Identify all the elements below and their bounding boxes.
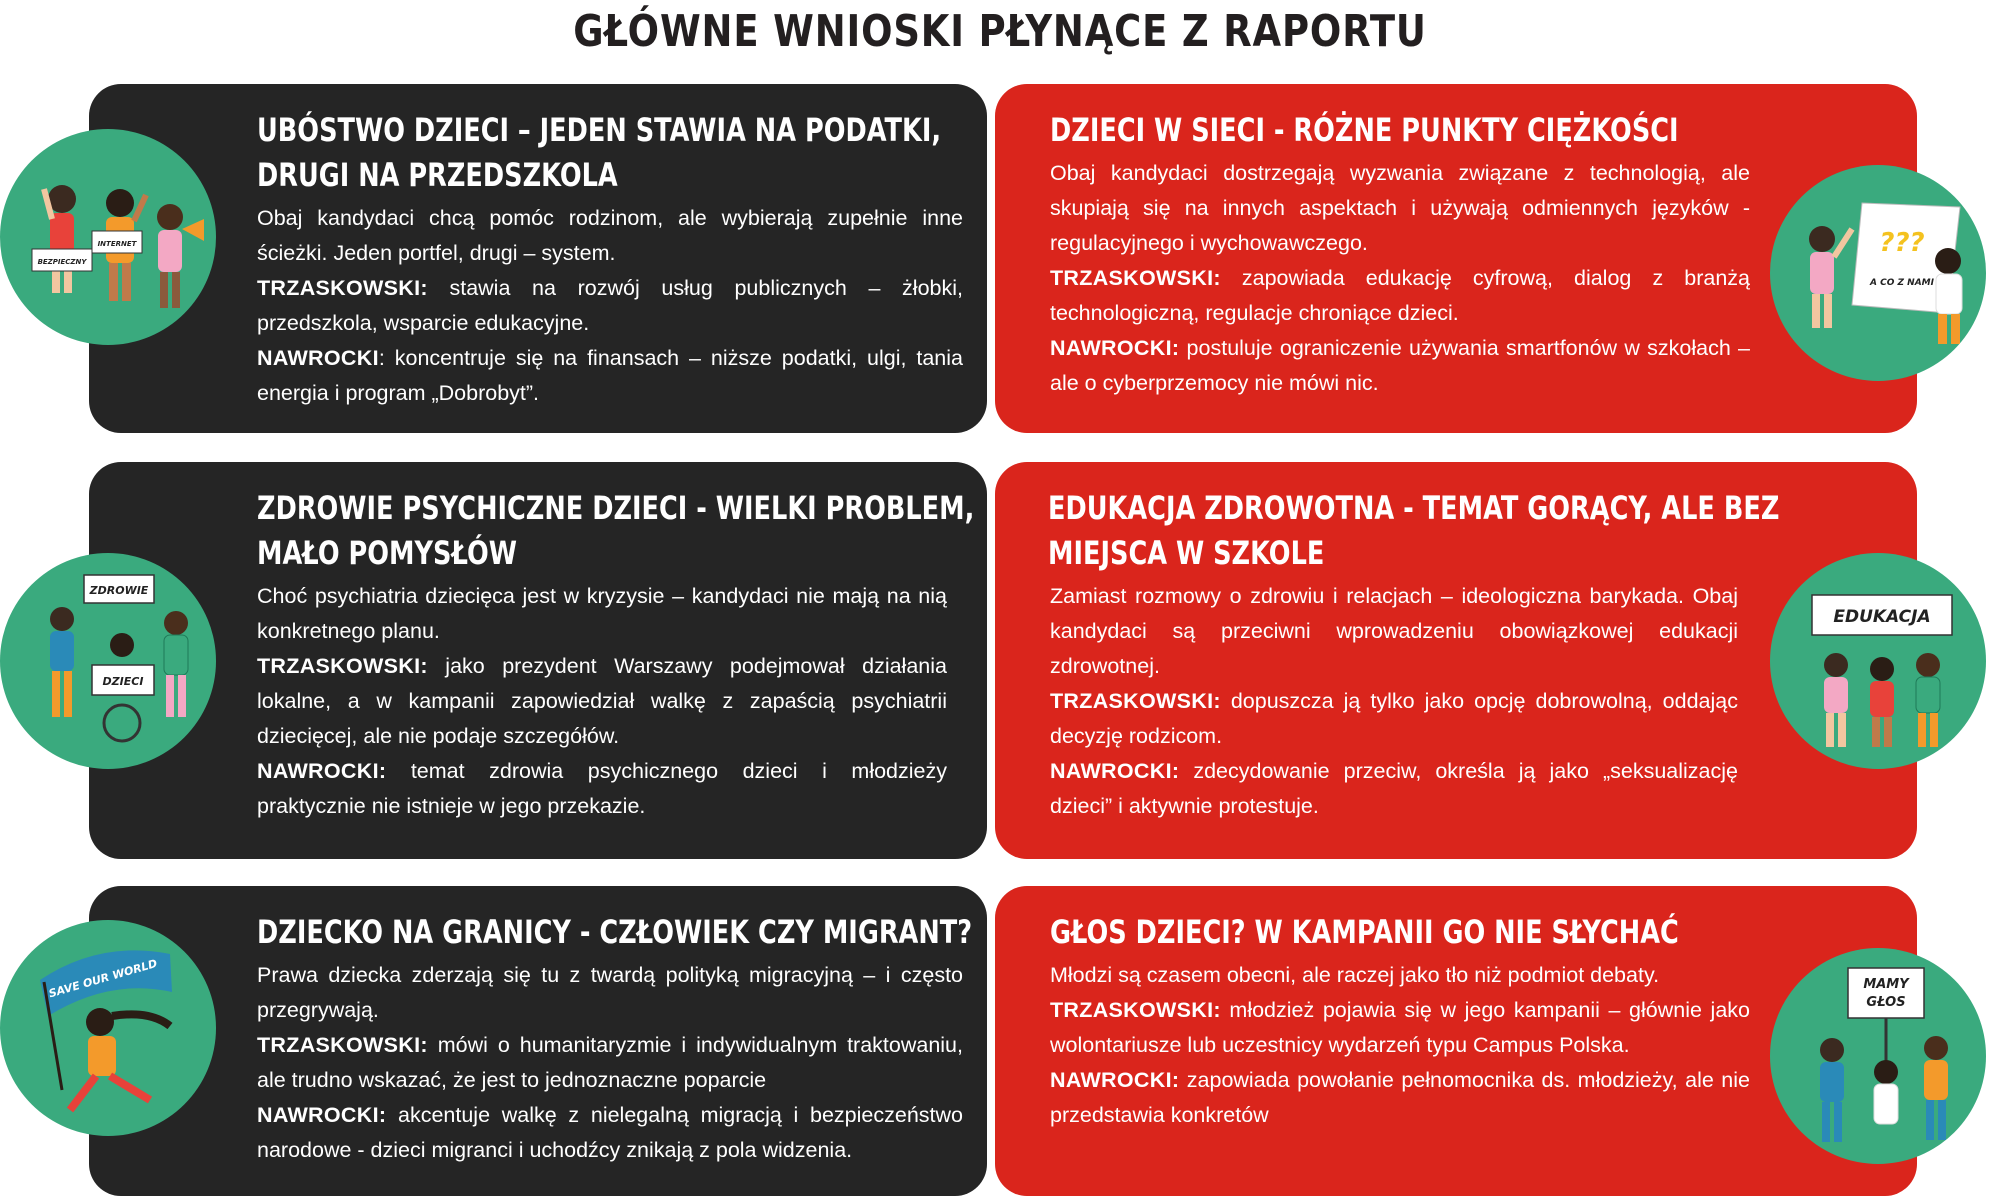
card-body (257, 579, 947, 824)
voice-sign-icon (1770, 948, 1986, 1164)
card-intro: Prawa dziecka zderzają się tu z twardą polityką migracyjną – i często przegrywają. (257, 963, 963, 1022)
card-heading: ZDROWIE PSYCHICZNE DZIECI - WIELKI PROBLEM, MAŁO POMYSŁÓW (257, 489, 975, 572)
sign-text: A CO Z NAMI (1870, 278, 1934, 288)
card-intro: Obaj kandydaci chcą pomóc rodzinom, ale wybierają zupełnie inne ścieżki. Jeden portfel, drugi – system. (257, 206, 963, 265)
card-heading: GŁOS DZIECI? W KAMPANII GO NIE SŁYCHAĆ (1050, 913, 1679, 951)
card-intro: Obaj kandydaci dostrzegają wyzwania związane z technologią, ale skupiają się na innych aspektach i używają odmiennych języków - regulacyjnego i wychowawczego. (1050, 161, 1750, 255)
trzaskowski-text: mówi o humanitaryzmie i indywidualnym traktowaniu, ale trudno wskazać, że jest to jednoznaczne poparcie (257, 1033, 963, 1092)
nawrocki-label: NAWROCKI: (1050, 1068, 1180, 1092)
trzaskowski-text: młodzież pojawia się w jego kampanii – głównie jako wolontariusze lub uczestnicy wydarzeń typu Campus Polska. (1050, 998, 1750, 1057)
question-sign-icon (1770, 165, 1986, 381)
card-intro: Młodzi są czasem obecni, ale raczej jako tło niż podmiot debaty. (1050, 963, 1660, 987)
card-child-at-border (89, 886, 987, 1196)
sign-text: BEZPIECZNY (37, 258, 87, 266)
card-intro: Zamiast rozmowy o zdrowiu i relacjach – ideologiczna barykada. Obaj kandydaci są przeciwni wprowadzeniu obowiązkowej edukacji zdrowotnej. (1050, 584, 1738, 678)
nawrocki-text: postuluje ograniczenie używania smartfonów w szkołach – ale o cyberprzemocy nie mówi nic. (1050, 336, 1750, 395)
nawrocki-text: zdecydowanie przeciw, określa ją jako „seksualizację dzieci” i aktywnie protestuje. (1050, 759, 1738, 818)
trzaskowski-label: TRZASKOWSKI: (257, 276, 428, 300)
nawrocki-text: akcentuje walkę z nielegalną migracją i bezpieczeństwo narodowe - dzieci migranci i uchodźcy znikają z pola widzenia. (257, 1103, 963, 1162)
card-heading: DZIECKO NA GRANICY - CZŁOWIEK CZY MIGRANT? (257, 913, 973, 951)
nawrocki-text: : koncentruje się na finansach – niższe podatki, ulgi, tania energia i program „Dobrobyt”. (257, 346, 963, 405)
sign-text: MAMY (1863, 977, 1909, 992)
trzaskowski-label: TRZASKOWSKI: (1050, 266, 1221, 290)
card-heading: DZIECI W SIECI - RÓŻNE PUNKTY CIĘŻKOŚCI (1050, 111, 1679, 149)
trzaskowski-label: TRZASKOWSKI: (257, 1033, 428, 1057)
sign-text: ZDROWIE (89, 584, 149, 597)
card-intro: Choć psychiatria dziecięca jest w kryzysie – kandydaci nie mają na nią konkretnego planu. (257, 584, 947, 643)
trzaskowski-label: TRZASKOWSKI: (257, 654, 428, 678)
nawrocki-label: NAWROCKI: (257, 759, 387, 783)
sign-text: INTERNET (97, 240, 137, 248)
health-sign-icon (0, 553, 216, 769)
nawrocki-text: temat zdrowia psychicznego dzieci i młodzieży praktycznie nie istnieje w jego przekazie. (257, 759, 947, 818)
card-heading: EDUKACJA ZDROWOTNA - TEMAT GORĄCY, ALE BEZ MIEJSCA W SZKOLE (1048, 489, 1780, 572)
nawrocki-text: zapowiada powołanie pełnomocnika ds. młodzieży, ale nie przedstawia konkretów (1050, 1068, 1750, 1127)
sign-text: ??? (1879, 228, 1925, 258)
page-title: GŁÓWNE WNIOSKI PŁYNĄCE Z RAPORTU (573, 6, 1427, 57)
card-body (1050, 579, 1738, 824)
nawrocki-label: NAWROCKI: (1050, 759, 1180, 783)
sign-text: DZIECI (102, 675, 144, 688)
card-heading: UBÓSTWO DZIECI – JEDEN STAWIA NA PODATKI, DRUGI NA PRZEDSZKOLA (257, 111, 942, 194)
nawrocki-label: NAWROCKI: (1050, 336, 1180, 360)
trzaskowski-label: TRZASKOWSKI: (1050, 689, 1221, 713)
trzaskowski-label: TRZASKOWSKI: (1050, 998, 1221, 1022)
card-mental-health (89, 462, 987, 859)
trzaskowski-text: dopuszcza ją tylko jako opcję dobrowolną, oddając decyzję rodzicom. (1050, 689, 1738, 748)
card-body (1050, 156, 1750, 401)
nawrocki-label: NAWROCKI: (257, 1103, 387, 1127)
sign-text: EDUKACJA (1833, 607, 1931, 627)
children-protest-icon (0, 129, 216, 345)
sign-text: SAVE OUR WORLD (47, 956, 159, 1001)
trzaskowski-text: jako prezydent Warszawy podejmował działania lokalne, a w kampanii zapowiedział walkę z zapaścią psychiatrii dziecięcej, ale nie podaje szczegółów. (257, 654, 947, 748)
card-body (257, 958, 963, 1168)
card-body (257, 201, 963, 411)
card-body (1050, 958, 1750, 1133)
running-girl-flag-icon (0, 920, 216, 1136)
card-child-poverty (89, 84, 987, 433)
trzaskowski-text: stawia na rozwój usług publicznych – żłobki, przedszkola, wsparcie edukacyjne. (257, 276, 963, 335)
education-banner-icon (1770, 553, 1986, 769)
sign-text: GŁOS (1866, 995, 1906, 1010)
nawrocki-label: NAWROCKI (257, 346, 379, 370)
trzaskowski-text: zapowiada edukację cyfrową, dialog z branżą technologiczną, regulacje chroniące dzieci. (1050, 266, 1750, 325)
